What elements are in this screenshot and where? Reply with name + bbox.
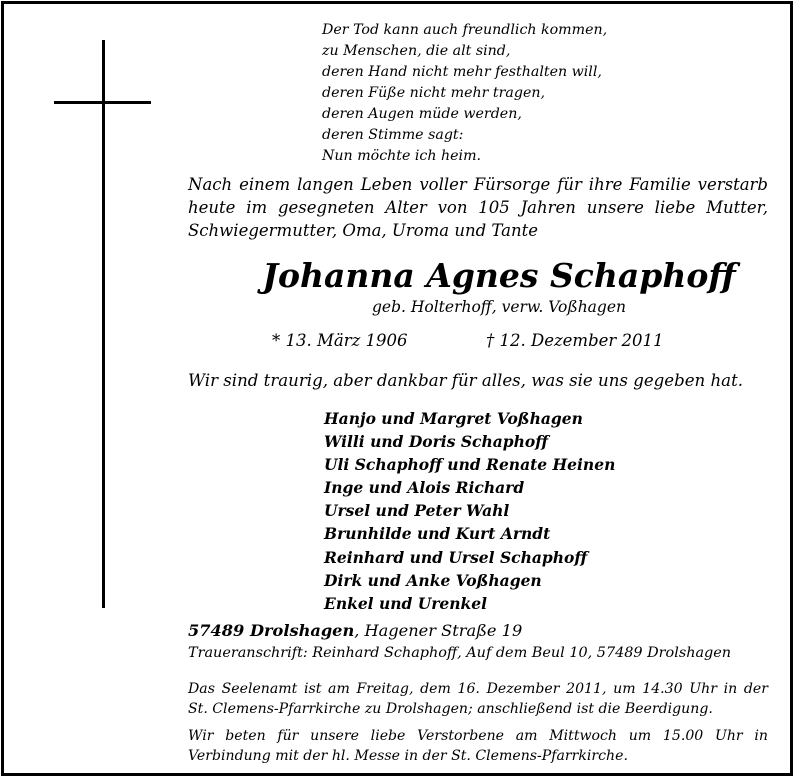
birth-date: * 13. März 1906 [272, 331, 408, 350]
poem-line: deren Augen müde werden, [322, 106, 522, 122]
mourner-entry: Dirk und Anke Voßhagen [324, 570, 542, 590]
mourner-entry: Hanjo und Margret Voßhagen [324, 409, 583, 428]
thanks-line: Wir sind traurig, aber dankbar für alles, was sie uns gegeben hat. [188, 371, 744, 390]
prayer-line: Wir beten für unsere liebe Verstorbene am Mittwoch um 15.00 Uhr in [188, 728, 768, 744]
service-info [188, 679, 768, 766]
requiem-line: Das Seelenamt ist am Freitag, dem 16. Dezember 2011, um 14.30 Uhr in der [188, 681, 768, 697]
address-city: 57489 Drolshagen [188, 621, 355, 640]
mourner-entry: Inge und Alois Richard [324, 478, 525, 498]
death-date: † 12. Dezember 2011 [486, 331, 664, 350]
mourners-list [324, 407, 615, 615]
mourner-entry: Brunhilde und Kurt Arndt [324, 524, 551, 544]
mourner-entry: Ursel und Peter Wahl [324, 501, 510, 521]
birth-names: geb. Holterhoff, verw. Voßhagen [371, 298, 627, 316]
intro-text [188, 173, 768, 242]
mourner-entry: Enkel und Urenkel [324, 593, 488, 613]
paragraph-gap [188, 719, 768, 726]
cross-horizontal-bar [54, 101, 151, 104]
poem [322, 20, 607, 167]
address-street: , Hagener Straße 19 [354, 621, 523, 640]
poem-line: deren Hand nicht mehr festhalten will, [322, 64, 602, 80]
poem-line: Nun möchte ich heim. [322, 148, 482, 164]
mourner-entry: Uli Schaphoff und Renate Heinen [324, 455, 616, 475]
poem-line: Der Tod kann auch freundlich kommen, [322, 22, 608, 38]
mourning-address: Traueranschrift: Reinhard Schaphoff, Auf dem Beul 10, 57489 Drolshagen [188, 645, 732, 661]
cross-vertical-bar [102, 40, 105, 608]
prayer-line: Verbindung mit der hl. Messe in der St. Clemens-Pfarrkirche. [188, 748, 628, 764]
poem-line: deren Füße nicht mehr tragen, [322, 85, 545, 101]
mourner-entry: Reinhard und Ursel Schaphoff [324, 547, 588, 567]
requiem-line: St. Clemens-Pfarrkirche zu Drolshagen; anschließend ist die Beerdigung. [188, 701, 713, 717]
intro-line: heute im gesegneten Alter von 105 Jahren unsere liebe Mutter, [188, 198, 768, 217]
mourner-entry: Willi und Doris Schaphoff [324, 432, 549, 452]
intro-line: Nach einem langen Leben voller Fürsorge für ihre Familie verstarb [188, 175, 768, 194]
poem-line: zu Menschen, die alt sind, [322, 43, 511, 59]
intro-line: Schwiegermutter, Oma, Uroma und Tante [188, 221, 539, 240]
deceased-name: Johanna Agnes Schaphoff [262, 256, 736, 295]
family-address [188, 619, 522, 643]
poem-line: deren Stimme sagt: [322, 127, 464, 143]
